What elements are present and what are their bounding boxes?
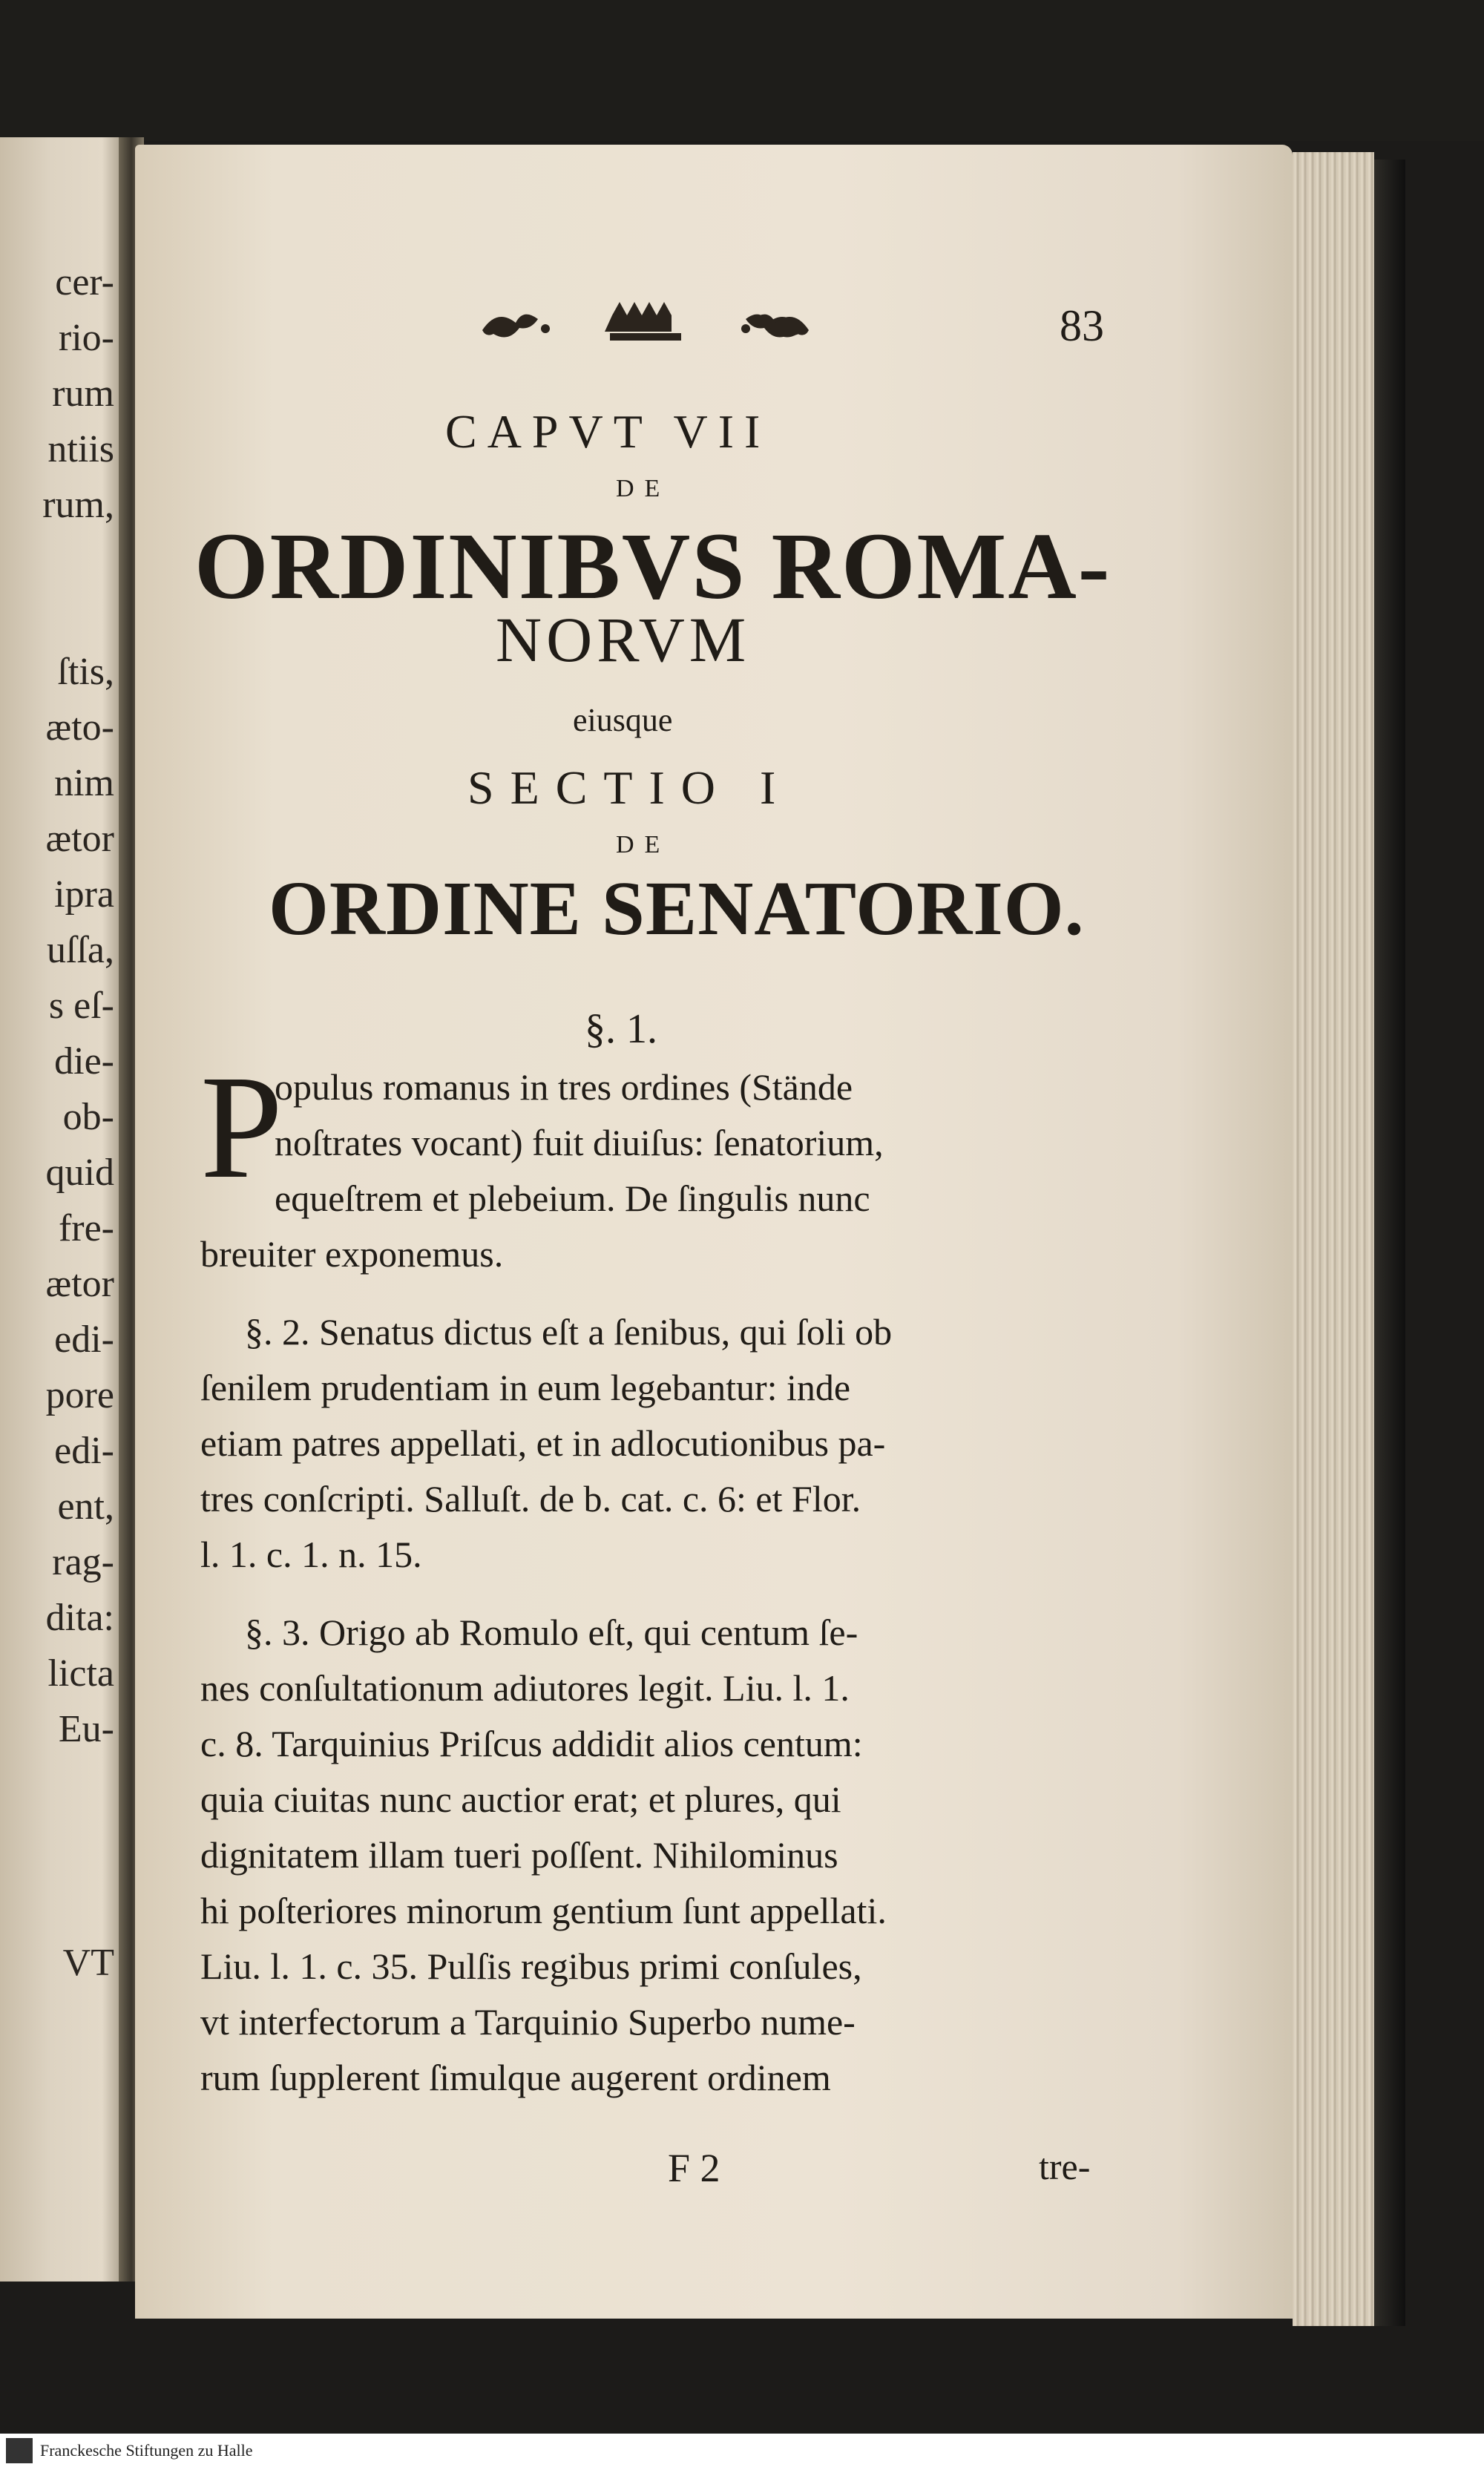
text-line: noſtrates vocant) fuit diuiſus: ſenatorium, <box>275 1122 884 1163</box>
left-page-fragment: ipra <box>54 873 114 916</box>
paragraph-sign: §. 1. <box>585 1006 657 1052</box>
section-heading: SECTIO I <box>467 761 792 814</box>
left-facing-page <box>0 137 128 2282</box>
text-line: c. 8. Tarquinius Priſcus addidit alios centum: <box>200 1723 863 1764</box>
section-title: ORDINE SENATORIO. <box>269 866 1085 951</box>
heading-de-1: DE <box>616 475 671 502</box>
text-line: Liu. l. 1. c. 35. Pulſis regibus primi conſules, <box>200 1945 862 1987</box>
heading-de-2: DE <box>616 831 671 858</box>
footer-credit: Franckesche Stiftungen zu Halle <box>40 2441 253 2460</box>
text-line: opulus romanus in tres ordines (Stände <box>275 1066 853 1108</box>
left-page-fragment: ætor <box>45 1263 114 1305</box>
left-page-fragment: ob- <box>62 1096 114 1138</box>
left-page-fragment: ntiis <box>47 428 114 470</box>
text-line: §. 2. Senatus dictus eſt a ſenibus, qui ſoli ob <box>245 1311 893 1353</box>
chapter-title-line1: ORDINIBVS ROMA- <box>194 513 1112 619</box>
text-line: etiam patres appellati, et in adlocutionibus pa- <box>200 1422 886 1464</box>
left-page-fragment: ent, <box>57 1485 114 1528</box>
left-page-fragment: s eſ- <box>48 985 114 1027</box>
heading-eiusque: eiusque <box>573 702 673 738</box>
left-page-fragment: licta <box>47 1652 114 1695</box>
text-line: quia ciuitas nunc auctior erat; et plures, qui <box>200 1778 841 1820</box>
page-number: 83 <box>1060 301 1104 350</box>
drop-capital: P <box>200 1045 283 1209</box>
text-line: nes conſultationum adiutores legit. Liu. l. 1. <box>200 1667 850 1709</box>
text-line: dignitatem illam tueri poſſent. Nihilominus <box>200 1834 838 1876</box>
chapter-heading: CAPVT VII <box>445 405 771 458</box>
text-line: l. 1. c. 1. n. 15. <box>200 1534 422 1575</box>
text-line: hi poſteriores minorum gentium ſunt appellati. <box>200 1890 887 1931</box>
left-page-fragment: dita: <box>45 1597 114 1639</box>
main-page <box>135 145 1293 2319</box>
left-page-fragment: Eu- <box>58 1708 114 1750</box>
left-page-fragment: VT <box>62 1942 114 1984</box>
left-page-fragment: edi- <box>54 1430 114 1472</box>
left-page-fragment: nim <box>54 762 114 804</box>
header-ornament <box>475 293 824 352</box>
left-page-fragment: rag- <box>52 1541 114 1583</box>
scan-background-top <box>0 0 1484 141</box>
left-page-fragment: die- <box>54 1040 114 1083</box>
left-page-fragment: fre- <box>58 1207 114 1249</box>
catchword: tre- <box>1039 2146 1091 2187</box>
left-page-fragment: æto- <box>45 706 114 749</box>
left-page-fragment: cer- <box>55 261 114 303</box>
text-line: equeſtrem et plebeium. De ſingulis nunc <box>275 1177 870 1219</box>
left-page-fragment: ſtis, <box>57 651 114 693</box>
text-line: §. 3. Origo ab Romulo eſt, qui centum ſe- <box>245 1612 858 1653</box>
chapter-title-line2: NORVM <box>496 604 751 675</box>
text-line: tres conſcripti. Salluſt. de b. cat. c. 6: et Flor. <box>200 1478 861 1520</box>
left-page-fragment: edi- <box>54 1318 114 1361</box>
signature-mark: F 2 <box>668 2146 720 2190</box>
text-line: vt interfectorum a Tarquinio Superbo nume- <box>200 2001 856 2043</box>
left-page-fragment: rum <box>52 372 114 415</box>
text-line: breuiter exponemus. <box>200 1233 504 1275</box>
institution-logo-icon <box>6 2438 33 2463</box>
text-line: ſenilem prudentiam in eum legebantur: inde <box>200 1367 851 1408</box>
left-page-fragment: uſſa, <box>47 929 114 971</box>
left-page-fragment: quid <box>45 1152 114 1194</box>
left-page-fragment: rum, <box>42 484 114 526</box>
page-edges <box>1293 152 1374 2326</box>
footer-bar <box>0 2434 1484 2467</box>
text-line: rum ſupplerent ſimulque augerent ordinem <box>200 2057 831 2098</box>
left-page-fragment: pore <box>45 1374 114 1416</box>
left-page-fragment: rio- <box>58 317 114 359</box>
left-page-fragment: ætor <box>45 818 114 860</box>
book-cover-edge <box>1374 160 1405 2326</box>
